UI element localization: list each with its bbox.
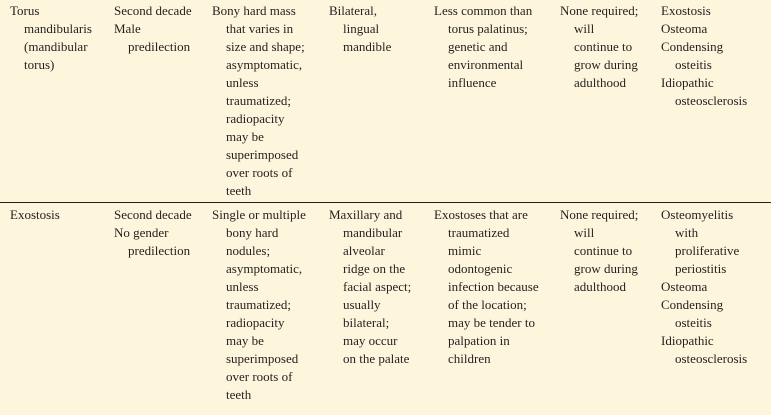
cell-line: None required; <box>560 207 639 222</box>
cell-line: Idiopathic <box>661 75 714 90</box>
cell-line: superimposed <box>226 351 299 366</box>
cell-line: size and shape; <box>226 39 305 54</box>
cell-line: osteitis <box>675 315 712 330</box>
cell-line: predilection <box>128 243 191 258</box>
cell-line: asymptomatic, <box>226 57 303 72</box>
cell-line: may occur <box>343 333 398 348</box>
features-cell <box>212 203 329 407</box>
cell-line: of the location; <box>448 297 527 312</box>
cell-line: children <box>448 351 491 366</box>
cell-line: Bilateral, <box>329 3 378 18</box>
notes-cell <box>434 203 560 407</box>
cell-line: Condensing <box>661 39 724 54</box>
cell-line: osteitis <box>675 57 712 72</box>
differential-cell <box>661 203 771 407</box>
cell-line: on the palate <box>343 351 410 366</box>
cell-line: Exostosis <box>661 3 711 18</box>
table-row-torus-mandibularis <box>0 0 771 203</box>
cell-line: may be tender to <box>448 315 535 330</box>
cell-line: radiopacity <box>226 315 285 330</box>
cell-line: teeth <box>226 183 252 198</box>
notes-cell <box>434 0 560 203</box>
cell-line: adulthood <box>574 75 626 90</box>
cell-line: superimposed <box>226 147 299 162</box>
cell-line: infection because <box>448 279 539 294</box>
cell-line: grow during <box>574 57 638 72</box>
cell-line: Second decade <box>114 3 192 18</box>
cell-line: mandible <box>343 39 392 54</box>
cell-line: lingual <box>343 21 380 36</box>
treatment-cell <box>560 0 661 203</box>
lesion-cell <box>0 0 114 203</box>
cell-line: continue to <box>574 39 633 54</box>
features-cell <box>212 0 329 203</box>
cell-line: bony hard <box>226 225 279 240</box>
cell-line: over roots of <box>226 369 293 384</box>
cell-line: traumatized; <box>226 93 291 108</box>
cell-line: Bony hard mass <box>212 3 296 18</box>
cell-line: nodules; <box>226 243 271 258</box>
cell-line: environmental <box>448 57 524 72</box>
lesion-cell <box>0 203 114 407</box>
cell-line: will <box>574 225 595 240</box>
cell-line: that varies in <box>226 21 294 36</box>
cell-line: No gender <box>114 225 169 240</box>
cell-line: may be <box>226 333 264 348</box>
cell-line: Exostosis <box>10 207 60 222</box>
cell-line: Second decade <box>114 207 192 222</box>
cell-line: asymptomatic, <box>226 261 303 276</box>
cell-line: Exostoses that are <box>434 207 528 222</box>
location-cell <box>329 0 434 203</box>
cell-line: unless <box>226 75 259 90</box>
cell-line: usually <box>343 297 381 312</box>
cell-line: Condensing <box>661 297 724 312</box>
cell-line: mimic <box>448 243 482 258</box>
cell-line: torus) <box>24 57 55 72</box>
cell-line: continue to <box>574 243 633 258</box>
cell-line: predilection <box>128 39 191 54</box>
cell-line: over roots of <box>226 165 293 180</box>
cell-line: Osteoma <box>661 279 708 294</box>
cell-line: osteosclerosis <box>675 93 748 108</box>
cell-line: genetic and <box>448 39 508 54</box>
age-gender-cell <box>114 203 212 407</box>
cell-line: periostitis <box>675 261 727 276</box>
cell-line: Osteomyelitis <box>661 207 734 222</box>
cell-line: osteosclerosis <box>675 351 748 366</box>
cell-line: (mandibular <box>24 39 88 54</box>
cell-line: Idiopathic <box>661 333 714 348</box>
cell-line: grow during <box>574 261 638 276</box>
cell-line: palpation in <box>448 333 510 348</box>
cell-line: bilateral; <box>343 315 390 330</box>
cell-line: traumatized; <box>226 297 291 312</box>
age-gender-cell <box>114 0 212 203</box>
cell-line: Single or multiple <box>212 207 306 222</box>
cell-line: Torus <box>10 3 40 18</box>
cell-line: alveolar <box>343 243 385 258</box>
cell-line: Male <box>114 21 141 36</box>
cell-line: ridge on the <box>343 261 406 276</box>
cell-line: mandibularis <box>24 21 92 36</box>
cell-line: torus palatinus; <box>448 21 528 36</box>
cell-line: None required; <box>560 3 639 18</box>
treatment-cell <box>560 203 661 407</box>
cell-line: will <box>574 21 595 36</box>
differential-cell <box>661 0 771 203</box>
cell-line: unless <box>226 279 259 294</box>
cell-line: influence <box>448 75 497 90</box>
cell-line: odontogenic <box>448 261 513 276</box>
cell-line: Less common than <box>434 3 533 18</box>
cell-line: adulthood <box>574 279 626 294</box>
cell-line: traumatized <box>448 225 510 240</box>
location-cell <box>329 203 434 407</box>
cell-line: facial aspect; <box>343 279 412 294</box>
cell-line: with <box>675 225 699 240</box>
cell-line: Maxillary and <box>329 207 403 222</box>
table-row-exostosis <box>0 203 771 407</box>
cell-line: Osteoma <box>661 21 708 36</box>
cell-line: mandibular <box>343 225 403 240</box>
cell-line: proliferative <box>675 243 740 258</box>
cell-line: may be <box>226 129 264 144</box>
cell-line: radiopacity <box>226 111 285 126</box>
cell-line: teeth <box>226 387 252 402</box>
